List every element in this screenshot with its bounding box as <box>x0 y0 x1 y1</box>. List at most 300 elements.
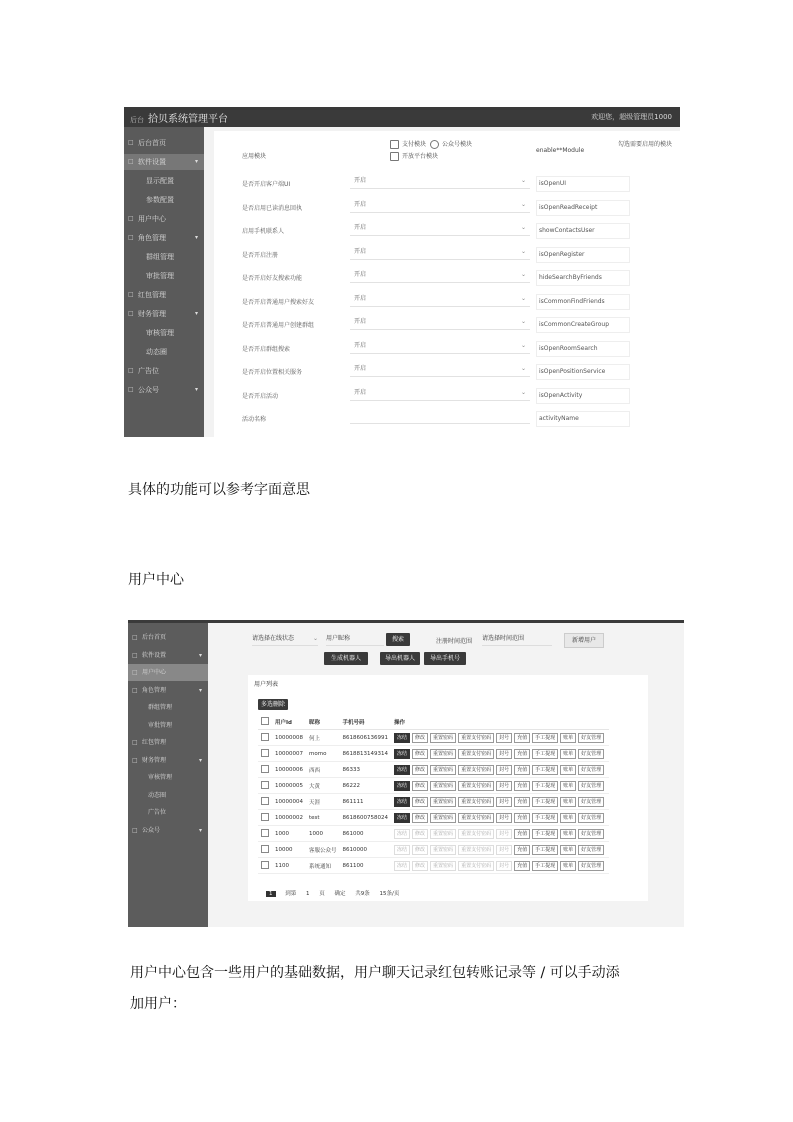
action-button[interactable]: 账单 <box>560 861 576 871</box>
sidebar-item[interactable] <box>124 287 204 303</box>
sidebar-item[interactable] <box>128 647 208 664</box>
table-header <box>258 715 609 730</box>
setting-select[interactable] <box>350 386 530 401</box>
setting-key: isOpenReadReceipt <box>536 200 630 216</box>
generate-robot-button[interactable]: 生成机器人 <box>324 652 368 665</box>
action-button[interactable]: 修改 <box>412 845 428 855</box>
setting-value: 开启 <box>354 271 367 278</box>
action-button[interactable]: 重置密码 <box>430 765 456 775</box>
action-button[interactable]: 手工提现 <box>532 813 558 823</box>
checkbox-icon[interactable] <box>261 765 269 773</box>
menu-icon: □ <box>128 367 134 374</box>
setting-key: hideSearchByFriends <box>536 270 630 286</box>
option-open-platform[interactable]: 开放平台模块 <box>390 151 438 161</box>
user-list-card <box>248 675 648 901</box>
action-button[interactable]: 重置支付密码 <box>458 861 494 871</box>
cell-nick: 系统通知 <box>306 858 340 874</box>
chevron-down-icon: ▾ <box>194 234 198 241</box>
row-actions <box>391 730 609 746</box>
sidebar-item[interactable] <box>124 211 204 227</box>
menu-icon: □ <box>128 158 134 165</box>
action-button[interactable]: 修改 <box>412 813 428 823</box>
action-button[interactable]: 冻结 <box>394 765 410 775</box>
sidebar-item-label: 审批管理 <box>148 721 173 729</box>
action-button[interactable]: 修改 <box>412 829 428 839</box>
chevron-down-icon: ⌄ <box>520 247 526 255</box>
setting-row <box>214 195 680 217</box>
page-suffix: 页 <box>319 891 325 897</box>
chevron-down-icon: ▾ <box>194 386 198 393</box>
confirm-button[interactable]: 确定 <box>334 891 346 897</box>
cell-id: 1000 <box>272 826 306 842</box>
row-actions <box>391 810 609 826</box>
sidebar-item[interactable] <box>128 664 208 681</box>
export-phone-button[interactable]: 导出手机号 <box>424 652 466 665</box>
checkbox-icon[interactable] <box>261 829 269 837</box>
chevron-down-icon: ⌄ <box>520 224 526 231</box>
sidebar-item[interactable] <box>128 717 208 734</box>
setting-value: 开启 <box>354 200 367 208</box>
goto-label: 到第 <box>285 891 297 897</box>
table-row <box>258 778 609 794</box>
sidebar-item[interactable] <box>128 629 208 646</box>
action-button[interactable]: 充值 <box>514 845 530 855</box>
total-count: 共9条 <box>355 891 370 897</box>
setting-key: isOpenPositionService <box>536 364 630 380</box>
checkbox-icon[interactable] <box>261 813 269 821</box>
setting-select[interactable] <box>350 221 530 236</box>
sidebar-item[interactable] <box>124 135 204 151</box>
action-button[interactable]: 充值 <box>514 765 530 775</box>
action-button[interactable]: 充值 <box>514 797 530 807</box>
action-button[interactable]: 重置支付密码 <box>458 781 494 791</box>
cell-phone: 861100 <box>340 858 392 874</box>
checkbox-icon[interactable] <box>390 152 399 161</box>
row-select-cell[interactable] <box>258 762 272 778</box>
description-text: 具体的功能可以参考字面意思 <box>128 482 310 498</box>
col-actions: 操作 <box>391 715 609 730</box>
row-select-cell[interactable] <box>258 810 272 826</box>
sidebar-item-label: 动态圈 <box>148 791 167 799</box>
action-button[interactable]: 重置支付密码 <box>458 733 494 743</box>
setting-value: 开启 <box>354 294 367 302</box>
import-robot-button[interactable]: 导出机器人 <box>380 652 420 665</box>
action-button[interactable]: 好友管理 <box>578 845 604 855</box>
list-title: 用户列表 <box>254 681 279 688</box>
action-button[interactable]: 账单 <box>560 749 576 759</box>
chevron-down-icon: ⌄ <box>520 341 526 349</box>
goto-page[interactable]: 1 <box>306 891 310 897</box>
add-user-button[interactable]: 新增用户 <box>564 633 604 648</box>
cell-nick: 1000 <box>306 826 340 842</box>
action-button[interactable]: 重置密码 <box>430 733 456 743</box>
user-center-screenshot <box>128 620 684 927</box>
setting-label: 是否开启普通用户搜索好友 <box>242 298 315 306</box>
action-button[interactable]: 好友管理 <box>578 765 604 775</box>
cell-nick: 何上 <box>306 730 340 746</box>
action-button[interactable]: 手工提现 <box>532 765 558 775</box>
action-button[interactable]: 账单 <box>560 765 576 775</box>
action-button[interactable]: 手工提现 <box>532 733 558 743</box>
chevron-down-icon: ⌄ <box>520 177 526 184</box>
reg-time-input[interactable]: 请选择时间范围 <box>482 633 552 646</box>
menu-icon: □ <box>132 826 138 834</box>
chevron-down-icon: ⌄ <box>520 294 526 302</box>
sidebar-item[interactable] <box>128 752 208 769</box>
checkbox-icon[interactable] <box>261 861 269 869</box>
setting-key: isOpenUI <box>536 176 630 192</box>
action-button[interactable]: 封号 <box>496 861 512 871</box>
setting-key: isCommonCreateGroup <box>536 317 630 333</box>
checkbox-icon[interactable] <box>261 797 269 805</box>
table-row <box>258 762 609 778</box>
setting-row <box>214 359 680 381</box>
action-button[interactable]: 手工提现 <box>532 861 558 871</box>
sidebar-item[interactable] <box>124 173 204 189</box>
col-user-id[interactable]: 用户Id <box>272 715 306 730</box>
cell-nick: 客服公众号 <box>306 842 340 858</box>
menu-icon: □ <box>128 291 134 298</box>
menu-icon: □ <box>132 686 138 694</box>
module-label: 应用模块 <box>242 153 267 160</box>
action-button[interactable]: 修改 <box>412 797 428 807</box>
cell-phone: 8618606136991 <box>340 730 392 746</box>
action-button[interactable]: 修改 <box>412 861 428 871</box>
action-button[interactable]: 充值 <box>514 749 530 759</box>
sidebar-item[interactable] <box>128 769 208 786</box>
setting-input[interactable] <box>350 409 530 424</box>
chevron-down-icon: ▾ <box>198 651 202 659</box>
setting-label: 是否开启普通用户创建群组 <box>242 322 315 329</box>
description-line-2: 加用户： <box>130 996 186 1012</box>
menu-icon: □ <box>128 386 134 393</box>
action-button[interactable]: 封号 <box>496 797 512 807</box>
table-body <box>258 730 609 874</box>
action-button[interactable]: 充值 <box>514 781 530 791</box>
option-public-module[interactable]: 公众号模块 <box>430 139 472 149</box>
brand-prefix: 后台 <box>130 116 144 124</box>
setting-select[interactable] <box>350 315 530 330</box>
action-button[interactable]: 冻结 <box>394 749 410 759</box>
action-button[interactable]: 冻结 <box>394 797 410 807</box>
section-heading: 用户中心 <box>128 572 184 588</box>
chevron-down-icon: ⌄ <box>520 200 526 208</box>
action-button[interactable]: 封号 <box>496 813 512 823</box>
col-phone[interactable]: 手机号码 <box>340 715 392 730</box>
row-select-cell[interactable] <box>258 778 272 794</box>
action-button[interactable]: 修改 <box>412 765 428 775</box>
action-button[interactable]: 好友管理 <box>578 733 604 743</box>
batch-delete-button[interactable]: 多选删除 <box>258 699 288 710</box>
setting-select[interactable] <box>350 292 530 307</box>
action-button[interactable]: 充值 <box>514 829 530 839</box>
settings-panel <box>214 131 680 437</box>
action-button[interactable]: 好友管理 <box>578 749 604 759</box>
sidebar <box>124 127 204 437</box>
setting-key: isOpenRegister <box>536 247 630 263</box>
action-button[interactable]: 充值 <box>514 813 530 823</box>
sidebar-item-label: 角色管理 <box>142 686 167 694</box>
action-button[interactable]: 冻结 <box>394 781 410 791</box>
setting-row <box>214 312 680 334</box>
action-button[interactable]: 手工提现 <box>532 829 558 839</box>
row-actions <box>391 762 609 778</box>
menu-icon: □ <box>128 139 134 146</box>
sidebar-item-label: 审核管理 <box>146 329 174 337</box>
action-button[interactable]: 冻结 <box>394 829 410 839</box>
search-button[interactable]: 搜索 <box>386 633 410 646</box>
checkbox-icon[interactable] <box>261 749 269 757</box>
row-actions <box>391 794 609 810</box>
sidebar-item-label: 广告位 <box>148 809 167 816</box>
setting-label: 是否开启活动 <box>242 392 279 400</box>
action-button[interactable]: 好友管理 <box>578 829 604 839</box>
setting-key: isOpenRoomSearch <box>536 341 630 357</box>
setting-row <box>214 336 680 358</box>
cell-id: 10000007 <box>272 746 306 762</box>
action-button[interactable]: 手工提现 <box>532 781 558 791</box>
sidebar-item-label: 角色管理 <box>138 234 166 242</box>
sidebar-item-label: 审批管理 <box>146 272 174 280</box>
sidebar-item-label: 公众号 <box>142 826 161 834</box>
action-button[interactable]: 冻结 <box>394 813 410 823</box>
sidebar-item[interactable] <box>128 787 208 804</box>
setting-label: 是否开启好友搜索功能 <box>242 275 303 282</box>
sidebar-item[interactable] <box>128 682 208 699</box>
row-select-cell[interactable] <box>258 858 272 874</box>
action-button[interactable]: 好友管理 <box>578 861 604 871</box>
action-button[interactable]: 重置支付密码 <box>458 765 494 775</box>
chevron-down-icon: ⌄ <box>520 388 526 396</box>
sidebar-item-label: 参数配置 <box>146 196 174 204</box>
action-button[interactable]: 冻结 <box>394 733 410 743</box>
action-button[interactable]: 好友管理 <box>578 797 604 807</box>
sidebar-item[interactable] <box>124 249 204 265</box>
action-button[interactable]: 账单 <box>560 733 576 743</box>
col-nick[interactable]: 昵称 <box>306 715 340 730</box>
action-button[interactable]: 封号 <box>496 765 512 775</box>
sidebar-item[interactable] <box>124 325 204 341</box>
setting-value: 开启 <box>354 341 367 349</box>
action-button[interactable]: 重置密码 <box>430 861 456 871</box>
sidebar-item[interactable] <box>124 363 204 379</box>
user-nick-input[interactable]: 用户昵称 <box>326 633 384 646</box>
sidebar-item[interactable] <box>124 344 204 360</box>
option-pay-module[interactable]: 支付模块 <box>390 139 426 149</box>
table-row <box>258 826 609 842</box>
setting-label: 启用手机联系人 <box>242 228 285 235</box>
setting-select[interactable] <box>350 174 530 189</box>
setting-value: 开启 <box>354 318 367 325</box>
setting-select[interactable] <box>350 198 530 213</box>
action-button[interactable]: 重置密码 <box>430 813 456 823</box>
row-select-cell[interactable] <box>258 794 272 810</box>
action-button[interactable]: 手工提现 <box>532 845 558 855</box>
action-button[interactable]: 充值 <box>514 733 530 743</box>
menu-icon: □ <box>128 310 134 317</box>
sidebar-item-label: 审核管理 <box>148 774 173 781</box>
sidebar-item-label: 群组管理 <box>146 253 174 261</box>
setting-select[interactable] <box>350 339 530 354</box>
action-button[interactable]: 重置密码 <box>430 829 456 839</box>
row-select-cell[interactable] <box>258 730 272 746</box>
setting-row <box>214 242 680 264</box>
action-button[interactable]: 重置支付密码 <box>458 829 494 839</box>
cell-phone: 861000 <box>340 826 392 842</box>
action-button[interactable]: 封号 <box>496 781 512 791</box>
enable-module-key: enable**Module <box>536 147 585 154</box>
action-button[interactable]: 重置支付密码 <box>458 749 494 759</box>
action-button[interactable]: 手工提现 <box>532 797 558 807</box>
pagination <box>266 889 407 897</box>
sidebar-item[interactable] <box>128 804 208 821</box>
action-button[interactable]: 好友管理 <box>578 813 604 823</box>
checkbox-icon[interactable] <box>430 140 439 149</box>
table-row <box>258 810 609 826</box>
action-button[interactable]: 账单 <box>560 797 576 807</box>
setting-select[interactable] <box>350 362 530 377</box>
sidebar-item[interactable] <box>124 154 204 170</box>
action-button[interactable]: 封号 <box>496 845 512 855</box>
setting-select[interactable] <box>350 245 530 260</box>
sidebar-item[interactable] <box>124 306 204 322</box>
sidebar-item[interactable] <box>124 230 204 246</box>
action-button[interactable]: 修改 <box>412 733 428 743</box>
setting-label: 是否开启群组搜索 <box>242 345 291 353</box>
action-button[interactable]: 重置支付密码 <box>458 845 494 855</box>
cell-id: 10000006 <box>272 762 306 778</box>
action-button[interactable]: 重置密码 <box>430 845 456 855</box>
checkbox-icon[interactable] <box>390 140 399 149</box>
sidebar-item[interactable] <box>124 192 204 208</box>
setting-row <box>214 218 680 240</box>
setting-select[interactable] <box>350 268 530 283</box>
action-button[interactable]: 账单 <box>560 781 576 791</box>
chevron-down-icon: ▾ <box>198 826 202 834</box>
action-button[interactable]: 封号 <box>496 733 512 743</box>
action-button[interactable]: 修改 <box>412 781 428 791</box>
cell-phone: 861111 <box>340 794 392 810</box>
sidebar-item-label: 广告位 <box>138 367 159 375</box>
action-button[interactable]: 修改 <box>412 749 428 759</box>
setting-row <box>214 265 680 287</box>
sidebar-item[interactable] <box>128 734 208 751</box>
row-actions <box>391 842 609 858</box>
online-status-select[interactable]: 请选择在线状态 ⌄ <box>252 633 318 646</box>
chevron-down-icon: ▾ <box>198 686 202 694</box>
page-current[interactable]: 1 <box>266 891 276 897</box>
cell-nick: momo <box>306 746 340 762</box>
sidebar-item-label: 公众号 <box>138 386 159 394</box>
chevron-down-icon: ▾ <box>198 756 202 764</box>
row-actions <box>391 858 609 874</box>
setting-row <box>214 406 680 428</box>
sidebar-item[interactable] <box>128 822 208 839</box>
sidebar-item-label: 后台首页 <box>142 634 167 641</box>
welcome-text[interactable]: 欢迎您，超级管理员1000 <box>591 113 672 121</box>
action-button[interactable]: 手工提现 <box>532 749 558 759</box>
setting-row <box>214 171 680 193</box>
table-row <box>258 730 609 746</box>
checkbox-icon[interactable] <box>261 733 269 741</box>
action-button[interactable]: 好友管理 <box>578 781 604 791</box>
checkbox-icon[interactable] <box>261 717 269 725</box>
action-button[interactable]: 账单 <box>560 845 576 855</box>
sidebar-item-label: 红包管理 <box>138 291 166 299</box>
user-table <box>258 715 609 874</box>
sidebar-item-label: 动态圈 <box>146 348 167 356</box>
setting-value: 开启 <box>354 177 367 184</box>
select-all-cell[interactable] <box>258 715 272 730</box>
row-select-cell[interactable] <box>258 826 272 842</box>
action-button[interactable]: 账单 <box>560 813 576 823</box>
row-select-cell[interactable] <box>258 746 272 762</box>
checkbox-icon[interactable] <box>261 781 269 789</box>
action-button[interactable]: 冻结 <box>394 845 410 855</box>
per-page-select[interactable]: 15条/页 <box>379 891 400 897</box>
setting-label: 是否开启位置相关服务 <box>242 369 303 376</box>
row-actions <box>391 778 609 794</box>
action-button[interactable]: 封号 <box>496 829 512 839</box>
setting-value: 开启 <box>354 247 367 255</box>
sidebar-item[interactable] <box>128 699 208 716</box>
menu-icon: □ <box>132 756 138 764</box>
checkbox-icon[interactable] <box>261 845 269 853</box>
menu-icon: □ <box>132 669 138 676</box>
table-row <box>258 842 609 858</box>
setting-key: activityName <box>536 411 630 427</box>
cell-phone: 8610000 <box>340 842 392 858</box>
sidebar-item-label: 后台首页 <box>138 139 166 147</box>
cell-phone: 8618600758024 <box>340 810 392 826</box>
row-actions <box>391 826 609 842</box>
action-button[interactable]: 冻结 <box>394 861 410 871</box>
sidebar-item-label: 财务管理 <box>142 756 167 764</box>
action-button[interactable]: 封号 <box>496 749 512 759</box>
chevron-down-icon: ⌄ <box>520 365 526 372</box>
action-button[interactable]: 重置密码 <box>430 749 456 759</box>
cell-nick: test <box>306 810 340 826</box>
cell-id: 10000005 <box>272 778 306 794</box>
sidebar-item-label: 红包管理 <box>142 739 167 746</box>
action-button[interactable]: 充值 <box>514 861 530 871</box>
setting-row <box>214 383 680 405</box>
setting-key: isCommonFindFriends <box>536 294 630 310</box>
menu-icon: □ <box>128 215 134 222</box>
menu-icon: □ <box>132 651 138 659</box>
sidebar-item-label: 软件设置 <box>138 158 166 166</box>
chevron-down-icon: ▾ <box>194 310 198 317</box>
action-button[interactable]: 重置密码 <box>430 781 456 791</box>
action-button[interactable]: 重置支付密码 <box>458 813 494 823</box>
action-button[interactable]: 重置密码 <box>430 797 456 807</box>
chevron-down-icon: ▾ <box>194 158 198 165</box>
action-button[interactable]: 账单 <box>560 829 576 839</box>
sidebar-item[interactable] <box>124 268 204 284</box>
action-button[interactable]: 重置支付密码 <box>458 797 494 807</box>
cell-phone: 8618813149314 <box>340 746 392 762</box>
cell-id: 1100 <box>272 858 306 874</box>
cell-nick: 大黄 <box>306 778 340 794</box>
setting-value: 开启 <box>354 365 367 372</box>
menu-icon: □ <box>132 634 138 641</box>
row-select-cell[interactable] <box>258 842 272 858</box>
cell-nick: 西西 <box>306 762 340 778</box>
brand-title: 后台 拾贝系统管理平台 <box>130 114 228 125</box>
sidebar-item[interactable] <box>124 382 204 398</box>
cell-id: 10000 <box>272 842 306 858</box>
sidebar-item-label: 用户中心 <box>138 215 166 223</box>
